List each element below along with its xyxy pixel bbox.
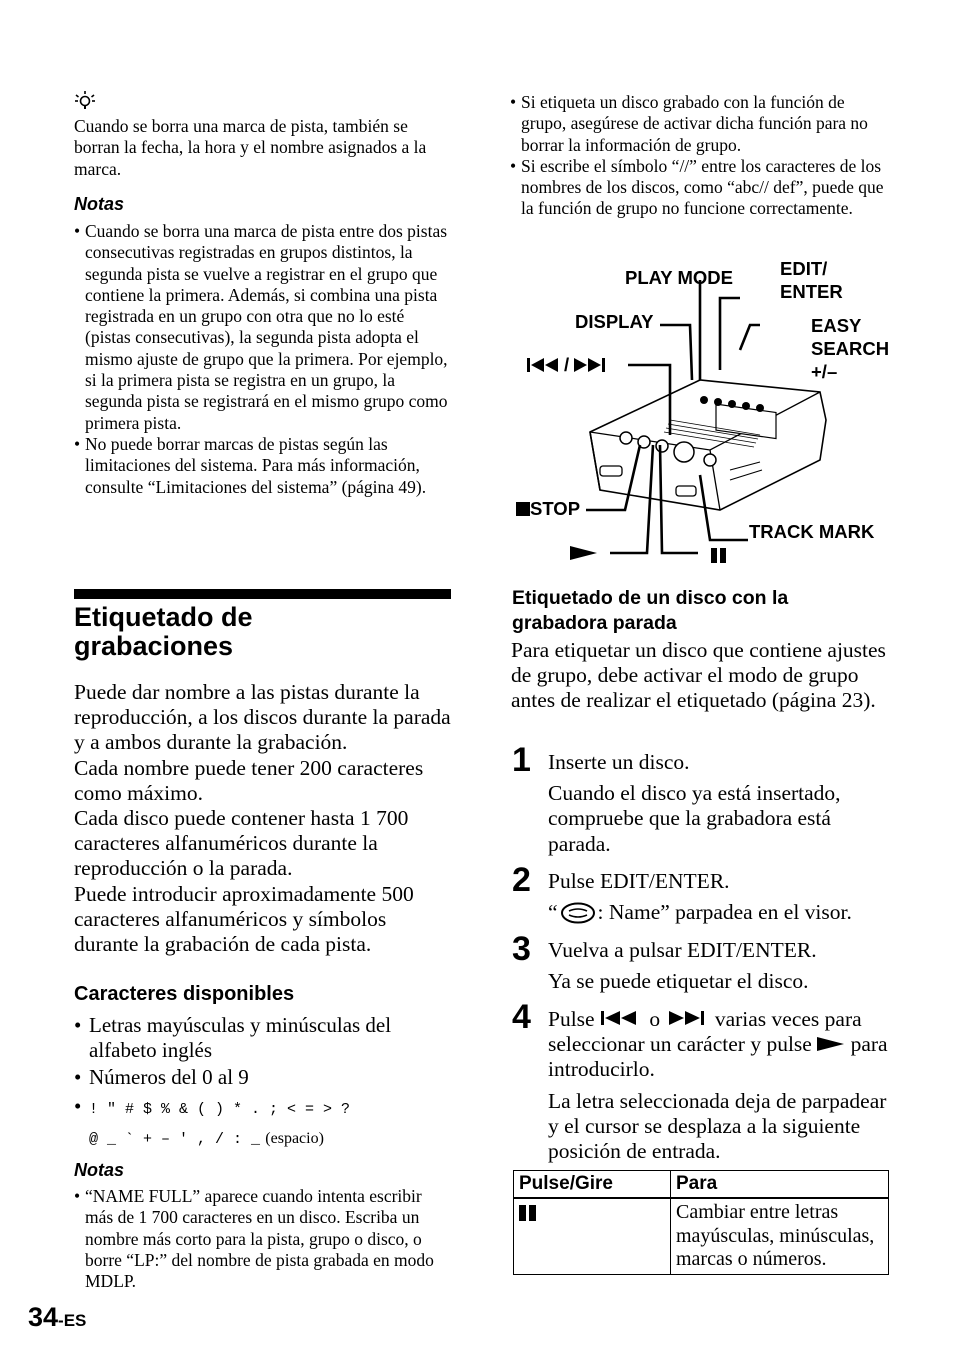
table-row [514,1198,889,1274]
notes-heading: Notas [74,194,125,214]
step-main-pre: Pulse [548,1007,600,1031]
easy-search-line: EASY [811,315,862,336]
section-title-line: grabaciones [74,631,234,661]
step-main-end: para introducirlo. [548,1032,888,1082]
page-number-suffix: -ES [58,1311,87,1330]
play-mode-label: PLAY MODE [625,267,733,288]
edit-enter-line: EDIT/ [780,258,828,279]
stop-icon [516,502,530,516]
table-text-cell: Cambiar entre letras mayúsculas, minúsculas, marcas o números. [671,1198,889,1274]
chars-heading: Caracteres disponibles [74,983,295,1005]
step-body [548,1007,888,1164]
page-number-value: 34 [28,1302,59,1332]
stop-label [516,497,580,520]
intro-text [74,680,454,957]
intro-paragraph: Cada nombre puede tener 200 caracteres como máximo. [74,755,424,805]
note-item: • “NAME FULL” aparece cuando intenta escribir más de 1 700 caracteres en un disco. Escriba un nombre más corto para la pista, grupo o disco, o borre “LP:” del nombre de pista grabada en modo MDLP. [74,1186,450,1292]
table-header: Para [671,1171,889,1199]
step-main-post: varias veces para seleccionar un carácter y pulse [548,1007,862,1057]
step-body [548,938,888,994]
pause-icon [711,548,727,563]
intro-paragraph: Puede introducir aproximadamente 500 caracteres alfanuméricos y símbolos durante la grabación de cada pista. [74,881,414,957]
table-header-row [514,1171,889,1199]
disc-name-icon [559,902,597,924]
intro-paragraph: Puede dar nombre a las pistas durante la reproducción, a los discos durante la parada y a ambos durante la grabación. [74,680,451,755]
skip-label [526,353,607,376]
step-main: Inserte un disco. [548,750,690,774]
play-icon [570,546,598,560]
step-number: 4 [512,998,531,1036]
subsection-title [512,586,788,635]
step-sub: Ya se puede etiquetar el disco. [548,969,809,994]
step-number: 3 [512,930,531,968]
step-number: 1 [512,741,531,779]
edit-enter-label [780,257,843,303]
note-item: • No puede borrar marcas de pistas según las limitaciones del sistema. Para más información, consulte “Limitaciones del sistema” (página 49). [74,434,450,498]
pause-icon [519,1205,537,1221]
skip-back-icon [526,357,564,373]
key-table [513,1170,889,1275]
easy-search-label [811,314,889,383]
note-item: • Cuando se borra una marca de pista entre dos pistas consecutivas registradas en grupos distintos, la segunda pista se vuelve a registrar en el grupo que contiene la primera. Además, si combina una pista registrada en un grupo con otra que no lo esté (pistas consecutivas), la segunda pista adopta el mismo ajuste de grupo que la primera. Por ejemplo, si la primera pista se registra en un grupo, la segunda pista se registrará en el mismo grupo como primera pista. [74,221,450,434]
edit-enter-line: ENTER [780,281,843,302]
step-sub-post: : Name” parpadea en el visor. [597,900,852,925]
step-sub: Cuando el disco ya está insertado, compruebe que la grabadora está parada. [548,781,841,856]
symbols-row: @ _ ` + – ' , / : _ [89,1130,261,1148]
step-number: 2 [512,861,531,899]
skip-forward-icon [665,1010,709,1026]
step-main [548,1007,888,1083]
display-label: DISPLAY [575,311,654,332]
skip-back-icon [600,1010,644,1026]
lightbulb-icon [74,90,96,112]
skip-forward-icon [569,357,607,373]
notes-list [74,221,450,498]
chars-list [74,1013,450,1156]
play-icon [817,1037,845,1051]
step-sub: La letra seleccionada deja de parpadear y el cursor se desplaza a la siguiente posición de entrada. [548,1088,887,1164]
section-title-line: Etiquetado de [74,602,253,632]
step-body [548,750,888,857]
tip-text: Cuando se borra una marca de pista, también se borran la fecha, la hora y el nombre asignados a la marca. [74,116,427,179]
step-main-mid: o [643,1007,666,1031]
step-main: Vuelva a pulsar EDIT/ENTER. [548,938,817,962]
subsection-title-line: grabadora parada [512,611,677,634]
table-key-cell [514,1198,671,1274]
chars-item: • Letras mayúsculas y minúsculas del alfabeto inglés [74,1013,450,1062]
skip-separator: / [564,354,570,375]
easy-search-line: +/– [811,361,838,382]
notes-list [510,92,888,220]
note-item: • Si etiqueta un disco grabado con la función de grupo, asegúrese de activar dicha función para no borrar la información de grupo. [510,92,888,156]
step-body [548,869,888,925]
chars-item [74,1093,450,1153]
chars-item: • Números del 0 al 9 [74,1065,450,1090]
track-mark-label: TRACK MARK [749,521,875,542]
notes-heading: Notas [74,1160,125,1180]
symbols-row: ! " # $ % & ( ) * . ; < = > ? [89,1100,351,1118]
table-header: Pulse/Gire [514,1171,671,1199]
stop-label-text: STOP [530,498,581,519]
subsection-intro: Para etiquetar un disco que contiene ajustes de grupo, debe activar el modo de grupo antes de realizar el etiquetado (página 23). [511,638,886,713]
intro-paragraph: Cada disco puede contener hasta 1 700 caracteres alfanuméricos durante la reproducción o la parada. [74,806,409,881]
section-rule [74,589,451,599]
step-main: Pulse EDIT/ENTER. [548,869,730,893]
notes-list [74,1186,450,1292]
section-title [74,603,253,661]
step-sub [548,900,888,925]
step-sub-pre: “ [548,900,558,925]
note-item: • Si escribe el símbolo “//” entre los caracteres de los nombres de los discos, como “abc// def”, puede que la función de grupo no funcione correctamente. [510,156,888,220]
page-number [28,1302,86,1333]
subsection-title-line: Etiquetado de un disco con la [512,587,789,609]
easy-search-line: SEARCH [811,338,890,359]
symbols-space: (espacio) [265,1129,324,1147]
